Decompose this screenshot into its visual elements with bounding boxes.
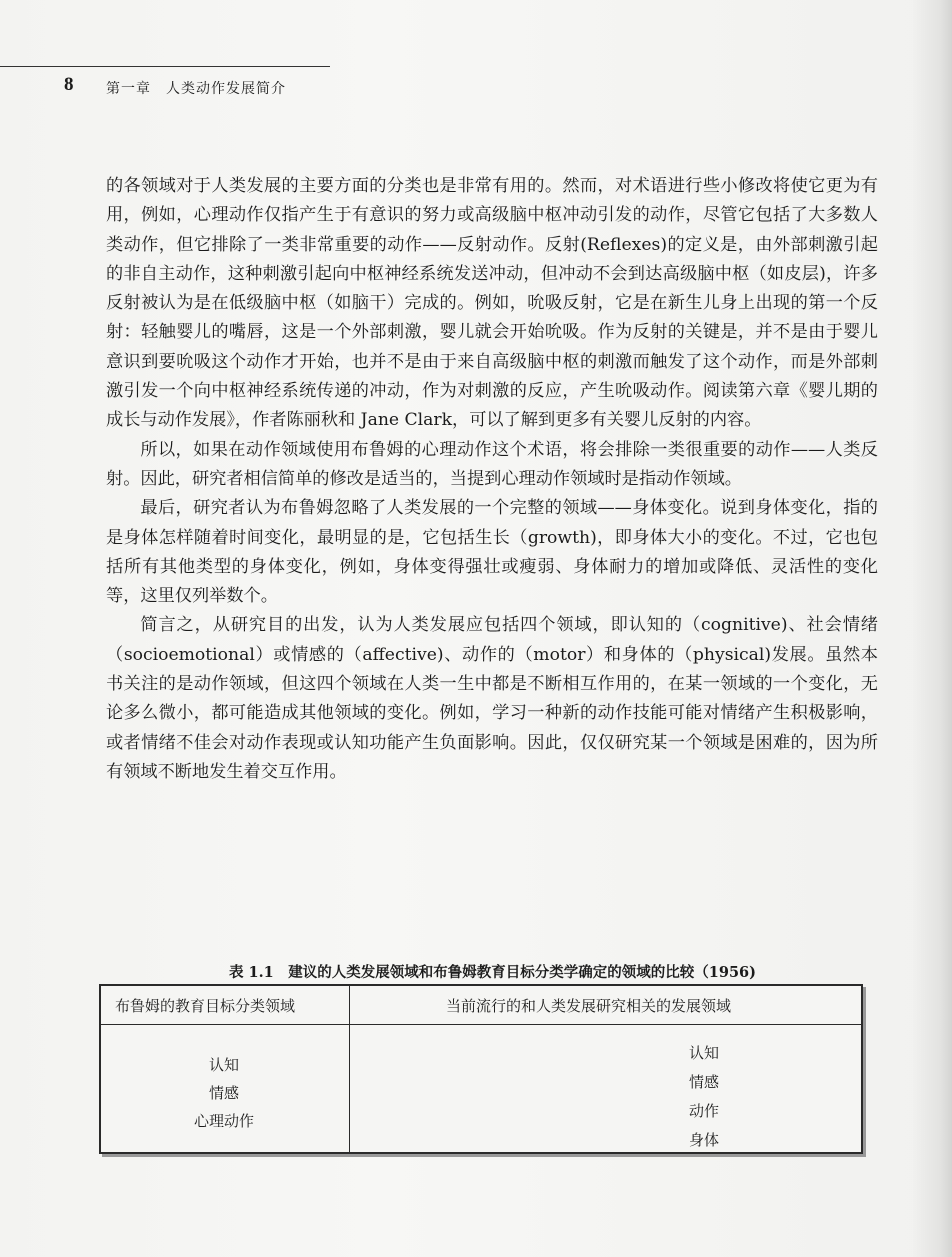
comparison-table [99,984,863,1154]
paragraph-2: 所以，如果在动作领域使用布鲁姆的心理动作这个术语，将会排除一类很重要的动作——人类反射。因此，研究者相信简单的修改是适当的，当提到心理动作领域时是指动作领域。 [106,439,878,489]
page-number: 8 [64,74,74,95]
table-cell: 认知 [209,1056,240,1074]
table-header-right: 当前流行的和人类发展研究相关的发展领域 [446,997,732,1015]
table-header-left: 布鲁姆的教育目标分类领域 [115,997,296,1015]
table-cell: 情感 [209,1084,240,1102]
table-cell: 情感 [689,1073,720,1091]
table-cell: 身体 [689,1131,720,1149]
body-text [106,172,878,787]
table-caption: 表 1.1 建议的人类发展领域和布鲁姆教育目标分类学确定的领域的比较（1956) [229,964,756,981]
page-edge-shadow [912,0,952,1257]
running-head: 第一章 人类动作发展简介 [106,81,286,97]
table-header-row [101,986,861,1025]
table-column-divider [349,986,350,1152]
table-cell: 动作 [689,1102,720,1120]
paragraph-4: 简言之，从研究目的出发，认为人类发展应包括四个领域，即认知的（cognitive)、社会情绪（socioemotional）或情感的（affective)、动作的（motor）和身体的（physical)发展。虽然本书关注的是动作领域，但这四个领域在人类一生中都是不断相互作用的，在某一领域的一个变化，无论多么微小，都可能造成其他领域的变化。例如，学习一种新的动作技能可能对情绪产生积极影响，或者情绪不佳会对动作表现或认知功能产生负面影响。因此，仅仅研究某一个领域是困难的，因为所有领域不断地发生着交互作用。 [106,615,878,782]
paragraph-1: 的各领域对于人类发展的主要方面的分类也是非常有用的。然而，对术语进行些小修改将使它更为有用，例如，心理动作仅指产生于有意识的努力或高级脑中枢冲动引发的动作，尽管它包括了大多数人类动作，但它排除了一类非常重要的动作——反射动作。反射(Reflexes)的定义是，由外部刺激引起的非自主动作，这种刺激引起向中枢神经系统发送冲动，但冲动不会到达高级脑中枢（如皮层)，许多反射被认为是在低级脑中枢（如脑干）完成的。例如，吮吸反射，它是在新生儿身上出现的第一个反射：轻触婴儿的嘴唇，这是一个外部刺激，婴儿就会开始吮吸。作为反射的关键是，并不是由于婴儿意识到要吮吸这个动作才开始，也并不是由于来自高级脑中枢的刺激而触发了这个动作，而是外部刺激引发一个向中枢神经系统传递的冲动，作为对刺激的反应，产生吮吸动作。阅读第六章《婴儿期的成长与动作发展》，作者陈丽秋和 Jane Clark，可以了解到更多有关婴儿反射的内容。 [106,176,878,431]
header-rule [0,66,330,67]
table-cell: 心理动作 [194,1112,255,1130]
paragraph-3: 最后，研究者认为布鲁姆忽略了人类发展的一个完整的领域——身体变化。说到身体变化，指的是身体怎样随着时间变化，最明显的是，它包括生长（growth)，即身体大小的变化。不过，它也包括所有其他类型的身体变化，例如，身体变得强壮或瘦弱、身体耐力的增加或降低、灵活性的变化等，这里仅列举数个。 [106,498,878,607]
table-cell: 认知 [689,1044,720,1062]
